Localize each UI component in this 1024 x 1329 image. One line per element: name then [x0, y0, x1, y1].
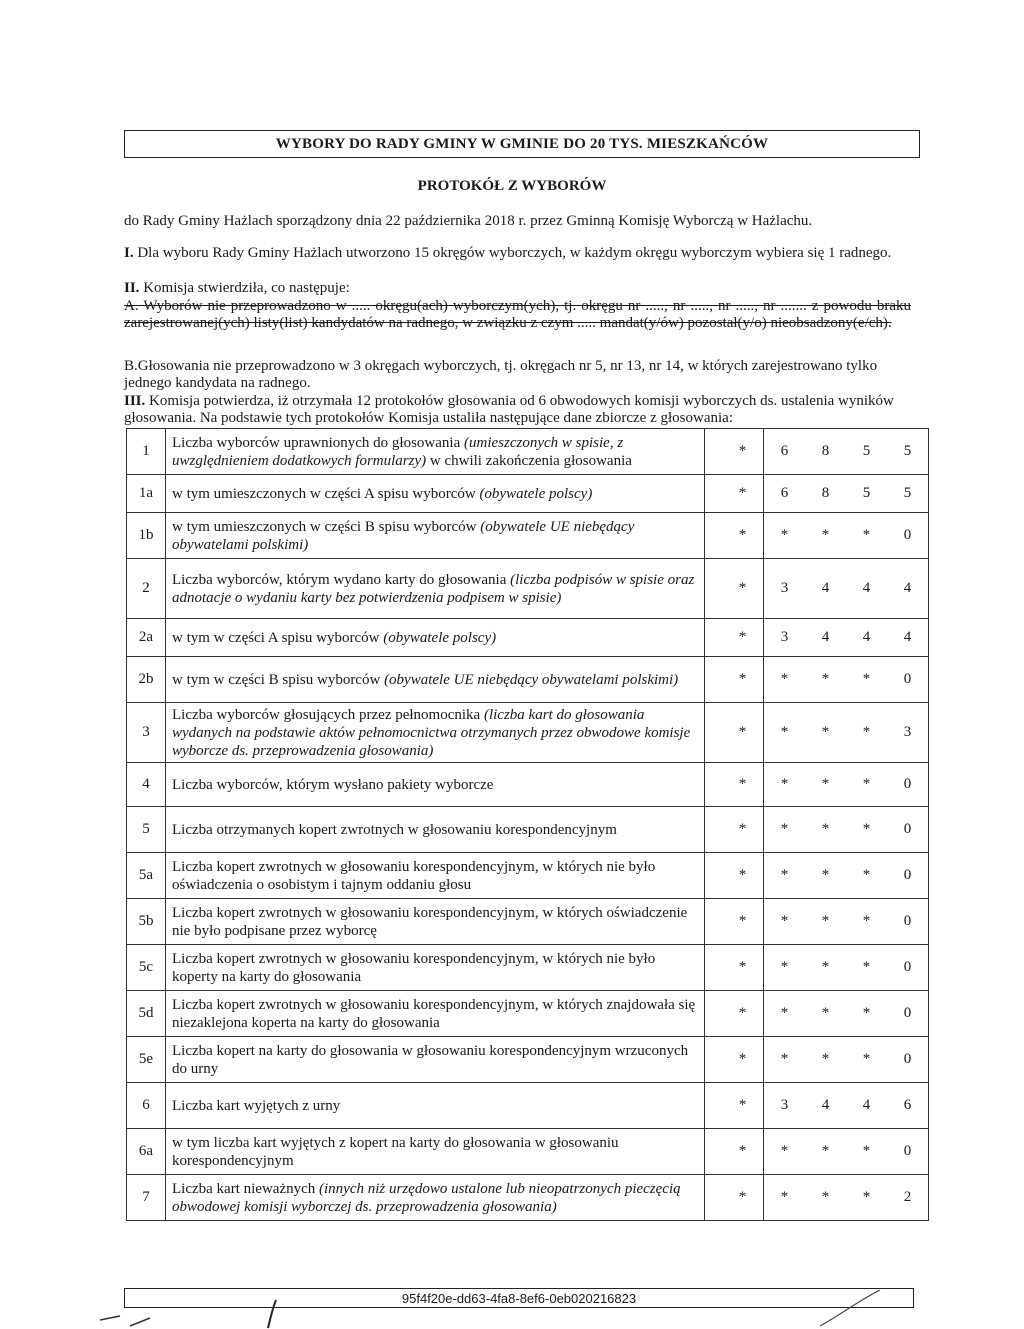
row-number: 2b [127, 657, 166, 703]
digit-cell: 4 [805, 1083, 846, 1129]
row-description [166, 807, 705, 853]
digit-cell: * [805, 1129, 846, 1175]
row-number: 1 [127, 429, 166, 475]
digit-cell: 5 [887, 429, 929, 475]
table-row [127, 853, 929, 899]
digit-cell: * [722, 807, 764, 853]
digit-cell: 2 [887, 1175, 929, 1221]
digit-gap [705, 703, 723, 763]
digit-cell: * [764, 657, 806, 703]
digit-cell: 0 [887, 763, 929, 807]
table-row [127, 619, 929, 657]
digit-cell: * [764, 1175, 806, 1221]
section-3-numeral: III. [124, 393, 146, 409]
row-description [166, 1083, 705, 1129]
row-description [166, 1175, 705, 1221]
digit-cell: 4 [805, 619, 846, 657]
digit-cell: * [846, 763, 887, 807]
section-3-text: Komisja potwierdza, iż otrzymała 12 protokołów głosowania od 6 obwodowych komisji wyborczych ds. ustalenia wyników głosowania. Na podstawie tych protokołów Komisja ustaliła następujące dane zbiorcze z głosowania: [124, 393, 894, 426]
digit-cell: * [764, 945, 806, 991]
section-1-text: Dla wyboru Rady Gminy Hażlach utworzono 15 okręgów wyborczych, w każdym okręgu wyborczym wybiera się 1 radnego. [137, 245, 892, 261]
digit-gap [705, 1083, 723, 1129]
digit-cell: * [722, 991, 764, 1037]
table-row [127, 1129, 929, 1175]
digit-cell: 3 [764, 619, 806, 657]
digit-cell: * [722, 475, 764, 513]
row-description-text: w tym w części B spisu wyborców [172, 671, 385, 688]
digit-cell: * [722, 763, 764, 807]
digit-cell: 3 [764, 559, 806, 619]
row-description-text: w tym liczba kart wyjętych z kopert na karty do głosowania w głosowaniu korespondencyjnym [172, 1134, 619, 1169]
row-description-text: Liczba kopert zwrotnych w głosowaniu korespondencyjnym, w których oświadczenie nie było podpisane przez wyborcę [172, 904, 688, 939]
digit-cell: * [805, 657, 846, 703]
digit-gap [705, 657, 723, 703]
table-row [127, 559, 929, 619]
row-number: 6 [127, 1083, 166, 1129]
digit-cell: * [722, 559, 764, 619]
row-description [166, 899, 705, 945]
row-description [166, 991, 705, 1037]
table-row [127, 513, 929, 559]
signature-marks [90, 1290, 890, 1329]
digit-cell: 4 [887, 619, 929, 657]
digit-cell: 3 [887, 703, 929, 763]
digit-gap [705, 475, 723, 513]
row-number: 3 [127, 703, 166, 763]
digit-gap [705, 763, 723, 807]
digit-cell: 0 [887, 1129, 929, 1175]
digit-cell: * [805, 991, 846, 1037]
table-row [127, 429, 929, 475]
row-number: 1b [127, 513, 166, 559]
results-table [126, 428, 929, 1221]
digit-cell: 0 [887, 853, 929, 899]
header-title: WYBORY DO RADY GMINY W GMINIE DO 20 TYS. MIESZKAŃCÓW [275, 135, 769, 152]
digit-cell: * [805, 763, 846, 807]
table-row [127, 807, 929, 853]
digit-cell: * [764, 991, 806, 1037]
digit-gap [705, 899, 723, 945]
digit-gap [705, 559, 723, 619]
digit-cell: * [846, 703, 887, 763]
row-number: 5b [127, 899, 166, 945]
section-2-numeral: II. [124, 280, 140, 296]
digit-cell: 6 [764, 429, 806, 475]
digit-cell: 8 [805, 429, 846, 475]
row-description [166, 1037, 705, 1083]
digit-gap [705, 807, 723, 853]
row-description [166, 763, 705, 807]
row-description-text: Liczba kopert zwrotnych w głosowaniu korespondencyjnym, w których znajdowała się niezaklejona koperta na karty do głosowania [172, 996, 696, 1031]
row-number: 2 [127, 559, 166, 619]
digit-cell: 0 [887, 991, 929, 1037]
row-description [166, 559, 705, 619]
row-description-text: w tym w części A spisu wyborców [172, 629, 384, 646]
row-number: 5c [127, 945, 166, 991]
digit-cell: 4 [846, 619, 887, 657]
digit-cell: * [722, 899, 764, 945]
row-number: 5 [127, 807, 166, 853]
section-3 [124, 393, 911, 427]
table-row [127, 657, 929, 703]
digit-cell: * [805, 945, 846, 991]
digit-cell: * [722, 1037, 764, 1083]
digit-gap [705, 945, 723, 991]
row-number: 6a [127, 1129, 166, 1175]
digit-cell: * [722, 1175, 764, 1221]
row-description-italic: (obywatele polscy) [383, 629, 497, 646]
digit-cell: 5 [887, 475, 929, 513]
row-description-italic: (obywatele UE niebędący obywatelami polskimi) [172, 518, 635, 553]
intro-paragraph: do Rady Gminy Hażlach sporządzony dnia 22 października 2018 r. przez Gminną Komisję Wyborczą w Hażlachu. [124, 213, 813, 229]
digit-cell: * [764, 1129, 806, 1175]
digit-cell: 0 [887, 1037, 929, 1083]
digit-cell: * [805, 1175, 846, 1221]
row-description [166, 945, 705, 991]
digit-gap [705, 429, 723, 475]
row-description [166, 853, 705, 899]
digit-cell: 4 [805, 559, 846, 619]
digit-cell: 5 [846, 475, 887, 513]
row-description-text: w tym umieszczonych w części A spisu wyborców [172, 485, 480, 502]
digit-cell: * [722, 1083, 764, 1129]
digit-cell: * [846, 1175, 887, 1221]
row-description [166, 1129, 705, 1175]
digit-gap [705, 1037, 723, 1083]
row-description-text: w tym umieszczonych w części B spisu wyborców [172, 518, 481, 535]
table-row [127, 1037, 929, 1083]
digit-gap [705, 619, 723, 657]
digit-cell: * [805, 853, 846, 899]
row-description-text: Liczba otrzymanych kopert zwrotnych w głosowaniu korespondencyjnym [172, 821, 617, 838]
table-row [127, 1083, 929, 1129]
row-description-text: Liczba wyborców, którym wysłano pakiety wyborcze [172, 776, 494, 793]
digit-cell: * [722, 619, 764, 657]
row-description-italic: (liczba kart do głosowania wydanych na podstawie aktów pełnomocnictwa otrzymanych przez obwodowe komisje wyborcze ds. przeprowadzenia głosowania) [172, 706, 691, 759]
digit-cell: * [846, 899, 887, 945]
document-subtitle: PROTOKÓŁ Z WYBORÓW [417, 178, 607, 194]
row-description [166, 657, 705, 703]
row-number: 5d [127, 991, 166, 1037]
section-1-numeral: I. [124, 245, 134, 261]
digit-cell: * [846, 945, 887, 991]
row-description [166, 475, 705, 513]
section-2b: B.Głosowania nie przeprowadzono w 3 okręgach wyborczych, tj. okręgach nr 5, nr 13, nr 14, w których zarejestrowano tylko jednego kandydata na radnego. [124, 358, 878, 391]
row-description-text: Liczba kopert na karty do głosowania w głosowaniu korespondencyjnym wrzuconych do urny [172, 1042, 689, 1077]
digit-cell: * [846, 657, 887, 703]
table-row [127, 475, 929, 513]
row-description-text: Liczba kopert zwrotnych w głosowaniu korespondencyjnym, w których nie było koperty na karty do głosowania [172, 950, 656, 985]
table-row [127, 763, 929, 807]
digit-cell: 4 [846, 559, 887, 619]
row-number: 4 [127, 763, 166, 807]
row-description-text: Liczba kart nieważnych [172, 1180, 320, 1197]
digit-cell: * [722, 1129, 764, 1175]
row-number: 2a [127, 619, 166, 657]
digit-cell: * [805, 899, 846, 945]
section-2a-struck: A. Wyborów nie przeprowadzono w ..... okręgu(ach) wyborczym(ych), tj. okręgu nr ....., nr ....., nr ....., nr ....... z powodu braku zarejestrowanej(ych) listy(list) kandydatów na radnego, w związku z czym ..... mandat(y/ów) pozostał(y/o) nieobsadzony(e/ch). [124, 298, 911, 331]
digit-cell: * [846, 1129, 887, 1175]
row-description-italic: (liczba podpisów w spisie oraz adnotacje o wydaniu karty bez potwierdzenia podpisem w spisie) [172, 571, 695, 606]
digit-cell: * [805, 807, 846, 853]
document-header [124, 130, 920, 158]
document-code: 95f4f20e-dd63-4fa8-8ef6-0eb020216823 [401, 1290, 637, 1306]
digit-cell: 0 [887, 945, 929, 991]
digit-cell: * [805, 1037, 846, 1083]
digit-gap [705, 1175, 723, 1221]
digit-cell: * [764, 1037, 806, 1083]
row-description-suffix: w chwili zakończenia głosowania [426, 452, 632, 469]
digit-cell: * [846, 991, 887, 1037]
row-description-text: Liczba wyborców, którym wydano karty do głosowania [172, 571, 511, 588]
digit-cell: 0 [887, 807, 929, 853]
table-row [127, 945, 929, 991]
digit-cell: * [846, 807, 887, 853]
digit-cell: * [722, 657, 764, 703]
section-2 [124, 280, 911, 297]
table-row [127, 899, 929, 945]
digit-cell: 6 [764, 475, 806, 513]
table-row [127, 991, 929, 1037]
digit-cell: * [764, 853, 806, 899]
digit-cell: 4 [846, 1083, 887, 1129]
digit-cell: 6 [887, 1083, 929, 1129]
row-description-text: Liczba kopert zwrotnych w głosowaniu korespondencyjnym, w których nie było oświadczenia o osobistym i tajnym oddaniu głosu [172, 858, 656, 893]
digit-cell: * [722, 429, 764, 475]
row-number: 1a [127, 475, 166, 513]
digit-gap [705, 853, 723, 899]
row-description-italic: (innych niż urzędowo ustalone lub nieopatrzonych pieczęcią obwodowej komisji wyborczej ds. przeprowadzenia głosowania) [172, 1180, 681, 1215]
digit-cell: 0 [887, 899, 929, 945]
digit-cell: * [764, 807, 806, 853]
section-1 [124, 245, 911, 262]
digit-cell: 8 [805, 475, 846, 513]
digit-gap [705, 991, 723, 1037]
row-description [166, 429, 705, 475]
digit-cell: * [722, 513, 764, 559]
digit-cell: * [805, 513, 846, 559]
digit-cell: 4 [887, 559, 929, 619]
row-description-italic: (obywatele polscy) [479, 485, 593, 502]
row-number: 7 [127, 1175, 166, 1221]
digit-cell: * [805, 703, 846, 763]
digit-cell: * [764, 513, 806, 559]
digit-gap [705, 1129, 723, 1175]
digit-cell: * [722, 853, 764, 899]
digit-cell: * [722, 703, 764, 763]
digit-cell: 0 [887, 657, 929, 703]
row-description-text: Liczba kart wyjętych z urny [172, 1097, 341, 1114]
digit-cell: * [722, 945, 764, 991]
digit-cell: 0 [887, 513, 929, 559]
row-description [166, 619, 705, 657]
row-description-text: Liczba wyborców głosujących przez pełnomocnika [172, 706, 484, 723]
row-description-italic: (umieszczonych w spisie, z uwzględnieniem dodatkowych formularzy) [172, 434, 624, 469]
digit-gap [705, 513, 723, 559]
row-number: 5e [127, 1037, 166, 1083]
table-row [127, 703, 929, 763]
row-description-italic: (obywatele UE niebędący obywatelami polskimi) [384, 671, 679, 688]
row-description [166, 513, 705, 559]
section-2-text: Komisja stwierdziła, co następuje: [143, 280, 350, 296]
row-description-text: Liczba wyborców uprawnionych do głosowania [172, 434, 465, 451]
digit-cell: * [846, 1037, 887, 1083]
digit-cell: 5 [846, 429, 887, 475]
digit-cell: * [764, 899, 806, 945]
table-row [127, 1175, 929, 1221]
digit-cell: * [764, 763, 806, 807]
digit-cell: * [846, 853, 887, 899]
row-number: 5a [127, 853, 166, 899]
row-description [166, 703, 705, 763]
digit-cell: 3 [764, 1083, 806, 1129]
digit-cell: * [846, 513, 887, 559]
digit-cell: * [764, 703, 806, 763]
